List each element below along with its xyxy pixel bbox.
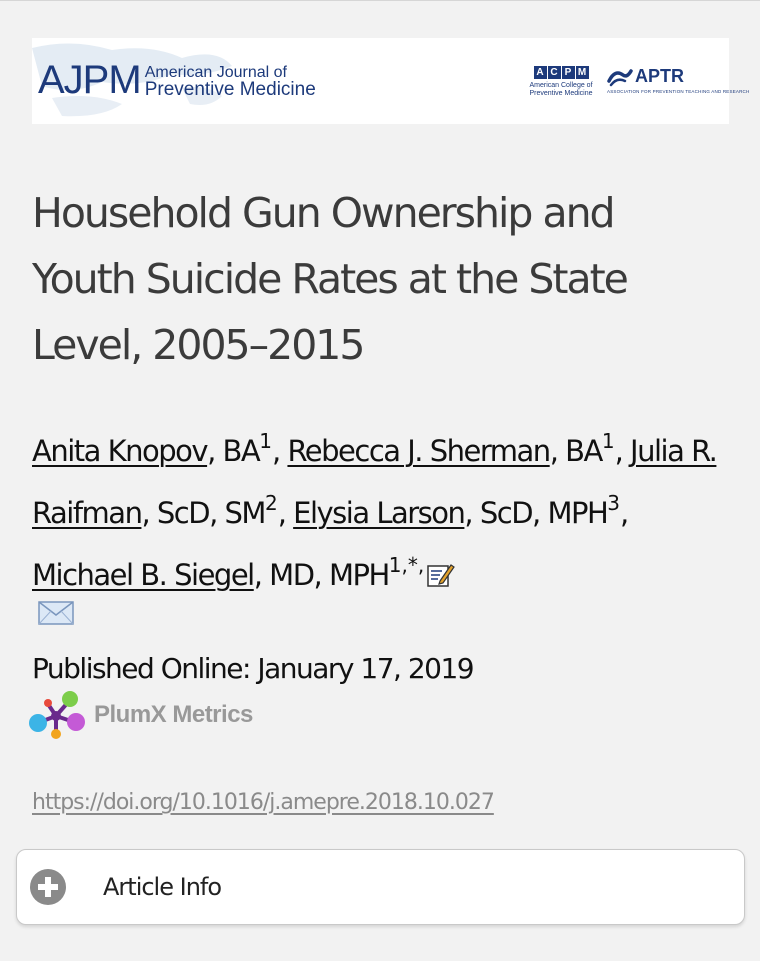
- plumx-label: PlumX Metrics: [94, 701, 253, 728]
- author-link[interactable]: Elysia Larson: [293, 496, 465, 530]
- ajpm-abbrev: AJPM: [38, 58, 141, 102]
- author-affiliation[interactable]: 1: [259, 429, 272, 453]
- mail-icon[interactable]: [38, 601, 74, 625]
- journal-banner[interactable]: [32, 38, 750, 124]
- ajpm-logo: [38, 60, 316, 100]
- acpm-letters: [525, 66, 597, 79]
- article-title: Household Gun Ownership and Youth Suicide Rates at the State Level, 2005–2015: [32, 189, 627, 369]
- author-degrees: , ScD, MPH: [464, 496, 608, 530]
- author-link[interactable]: Julia R. Raifman: [32, 434, 717, 530]
- sup-comma: ,: [417, 553, 425, 577]
- author-separator: ,: [277, 496, 294, 530]
- author-degrees: , ScD, SM: [141, 496, 265, 530]
- author-link[interactable]: Michael B. Siegel: [32, 558, 254, 592]
- plus-circle-icon: [29, 868, 67, 906]
- aptr-logo: [607, 66, 750, 94]
- email-author-row: [38, 601, 74, 630]
- article-info-label: Article Info: [103, 873, 222, 901]
- author-link[interactable]: Anita Knopov: [32, 434, 208, 468]
- author-affiliation[interactable]: 1,*: [388, 553, 418, 577]
- author-affiliation[interactable]: 2: [264, 491, 278, 515]
- aptr-swoosh-icon: [607, 67, 633, 87]
- article-info-accordion[interactable]: [16, 849, 745, 925]
- acpm-subtitle-line1: American College of: [529, 82, 593, 89]
- author-degrees: , BA: [207, 434, 260, 468]
- acpm-letter: A: [534, 66, 547, 79]
- author-entry: [32, 429, 288, 468]
- author-affiliation[interactable]: 3: [607, 491, 621, 515]
- author-entry: [32, 553, 456, 592]
- author-degrees: , MD, MPH: [253, 558, 389, 592]
- author-separator: ,: [620, 496, 628, 530]
- author-entry: [293, 491, 628, 530]
- author-link[interactable]: Rebecca J. Sherman: [287, 434, 550, 468]
- edit-note-icon[interactable]: [426, 561, 456, 589]
- doi-link[interactable]: https://doi.org/10.1016/j.amepre.2018.10.027: [32, 790, 494, 815]
- author-separator: ,: [272, 434, 288, 468]
- aptr-subtitle: ASSOCIATION FOR PREVENTION TEACHING AND RESEARCH: [607, 89, 750, 94]
- ajpm-journal-name: [145, 64, 316, 99]
- acpm-letter: P: [562, 66, 575, 79]
- author-separator: ,: [614, 434, 631, 468]
- ajpm-name-line2: Preventive Medicine: [144, 79, 316, 100]
- published-date: Published Online: January 17, 2019: [32, 652, 474, 685]
- acpm-logo: [525, 66, 597, 98]
- top-divider: [0, 0, 760, 4]
- acpm-letter: M: [576, 66, 589, 79]
- plumx-icon: [26, 690, 88, 740]
- ajpm-name-line1: American Journal of: [144, 64, 287, 81]
- author-affiliation[interactable]: 1: [601, 429, 615, 453]
- author-list: [32, 420, 722, 606]
- acpm-subtitle-line2: Preventive Medicine: [529, 90, 593, 97]
- acpm-letter: C: [548, 66, 561, 79]
- plumx-metrics-link[interactable]: [26, 690, 253, 740]
- author-degrees: , BA: [549, 434, 602, 468]
- author-entry: [287, 429, 631, 468]
- aptr-word: APTR: [635, 66, 684, 86]
